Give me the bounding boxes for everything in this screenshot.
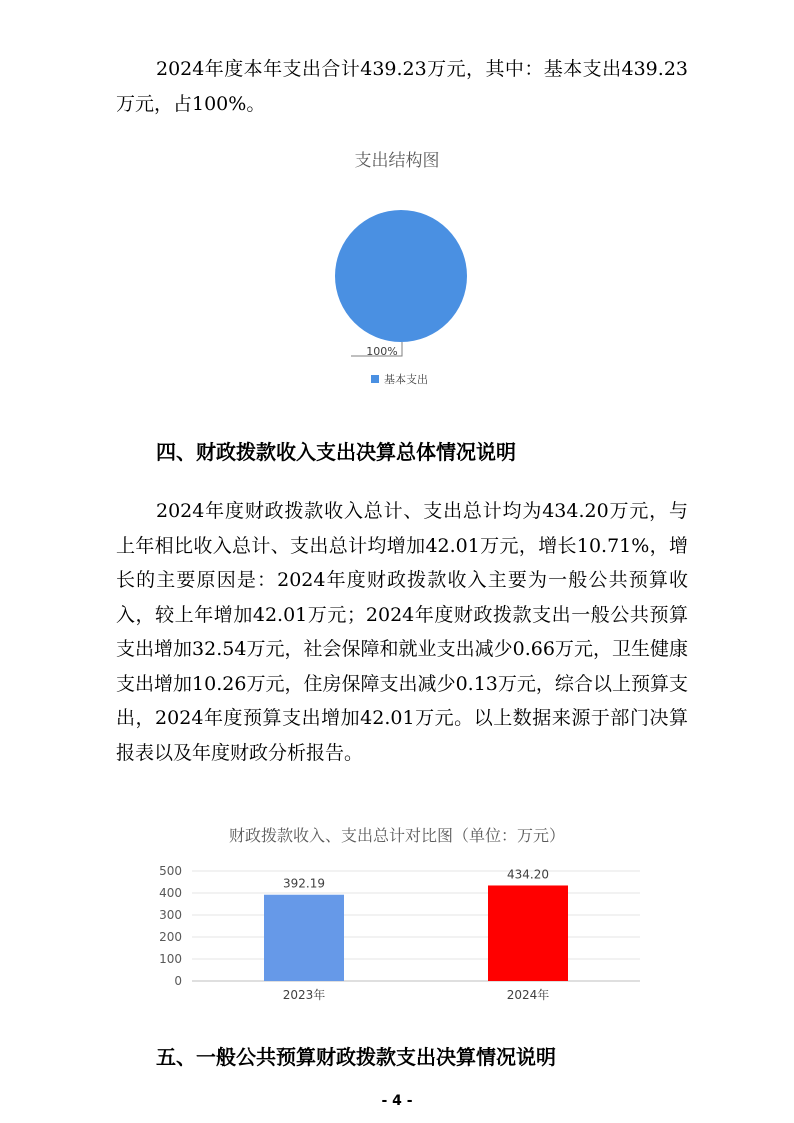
bar-data-label: 434.20 [507, 867, 549, 882]
y-tick-label: 200 [159, 930, 182, 944]
pie-chart-title: 支出结构图 [354, 151, 440, 171]
expenditure-summary-paragraph: 2024年度本年支出合计439.23万元，其中：基本支出439.23万元，占100%。 [116, 58, 688, 115]
y-tick-label: 0 [174, 974, 182, 988]
y-tick-label: 300 [159, 908, 182, 922]
pie-slice-basic-expenditure [335, 210, 467, 342]
pie-data-label: 100% [366, 345, 398, 358]
bar-2023年 [264, 895, 344, 981]
bar-2024年 [488, 885, 568, 981]
fiscal-appropriation-paragraph: 2024年度财政拨款收入总计、支出总计均为434.20万元，与上年相比收入总计、支出总计均增加42.01万元，增长10.71%，增长的主要原因是：2024年度财政拨款收入主要为一般公共预算收入，较上年增加42.01万元；2024年度财政拨款支出一般公共预算支出增加32.54万元，社会保障和就业支出减少0.66万元，卫生健康支出增加10.26万元，住房保障支出减少0.13万元，综合以上预算支出，2024年度预算支出增加42.01万元。以上数据来源于部门决算报表以及年度财政分析报告。 [116, 500, 688, 764]
x-tick-label: 2023年 [282, 988, 326, 1002]
pie-legend-swatch [371, 375, 379, 383]
page-number: - 4 - [381, 1093, 413, 1109]
x-tick-label: 2024年 [506, 988, 550, 1002]
y-tick-label: 100 [159, 952, 182, 966]
bar-data-label: 392.19 [283, 876, 325, 891]
section-five-heading: 五、一般公共预算财政拨款支出决算情况说明 [156, 1045, 556, 1069]
pie-legend-label: 基本支出 [384, 373, 428, 386]
y-tick-label: 400 [159, 886, 182, 900]
pie-chart [0, 190, 794, 450]
y-tick-label: 500 [159, 864, 182, 878]
bar-chart [0, 855, 794, 1015]
section-four-heading: 四、财政拨款收入支出决算总体情况说明 [156, 440, 516, 464]
bar-chart-title: 财政拨款收入、支出总计对比图（单位：万元） [228, 826, 565, 845]
